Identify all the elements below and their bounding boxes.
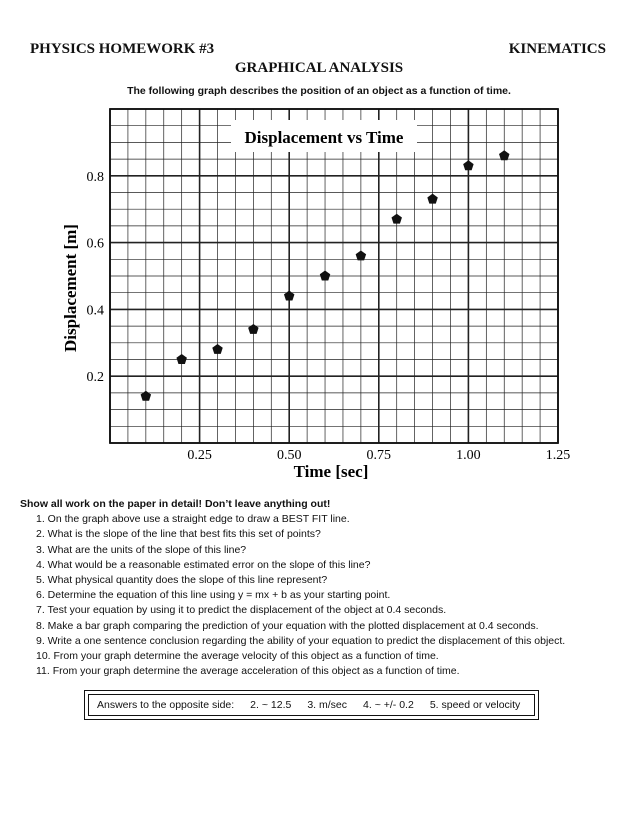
header-subtitle: The following graph describes the position of an object as a function of time. (127, 85, 511, 97)
data-point (284, 291, 294, 301)
header-left: PHYSICS HOMEWORK #3 (30, 41, 215, 57)
x-tick-label: 0.75 (366, 448, 392, 463)
answer-4: 4. ~ +/- 0.2 (363, 699, 414, 711)
header-center: GRAPHICAL ANALYSIS (234, 60, 404, 76)
question-item: 11. From your graph determine the average acceleration of this object as a function of time. (36, 665, 460, 678)
answer-3: 3. m/sec (307, 699, 348, 711)
data-point (427, 194, 437, 204)
grid-layer (110, 109, 558, 443)
answers-inner (88, 694, 535, 716)
y-tick-label: 0.6 (86, 236, 104, 252)
question-item: 3. What are the units of the slope of this line? (36, 543, 247, 556)
questions-list (20, 512, 565, 679)
answer-5: 5. speed or velocity (429, 699, 521, 711)
answer-2: 2. ~ 12.5 (250, 699, 292, 711)
data-point (356, 250, 366, 260)
questions-section (20, 497, 565, 679)
x-tick-label: 1.25 (545, 448, 571, 463)
answers-label: Answers to the opposite side: (97, 699, 235, 711)
question-item: 8. Make a bar graph comparing the prediction of your equation with the plotted displacement at 0.4 seconds. (36, 619, 539, 632)
x-axis-label: Time [sec] (293, 462, 369, 481)
y-axis-label: Displacement [m] (61, 224, 80, 352)
questions-lead: Show all work on the paper in detail! Don’t leave anything out! (20, 498, 331, 510)
answers-box (84, 690, 539, 720)
chart-title: Displacement vs Time (244, 128, 404, 147)
y-tick-label: 0.2 (86, 370, 104, 386)
x-tick-label: 0.50 (276, 448, 302, 463)
x-tick-label: 0.25 (187, 448, 212, 463)
data-point (176, 354, 186, 364)
question-item: 9. Write a one sentence conclusion regarding the ability of your equation to predict the displacement of this object. (36, 634, 566, 647)
question-item: 7. Test your equation by using it to predict the displacement of the object at 0.4 seconds. (36, 604, 447, 617)
data-point (499, 150, 509, 160)
question-item: 5. What physical quantity does the slope of this line represent? (36, 574, 328, 587)
y-tick-label: 0.4 (86, 303, 104, 319)
question-item: 6. Determine the equation of this line using y = mx + b as your starting point. (36, 589, 391, 602)
question-item: 2. What is the slope of the line that best fits this set of points? (36, 528, 321, 541)
data-point (320, 271, 330, 281)
y-tick-label: 0.8 (86, 169, 104, 185)
axes-layer (87, 170, 571, 463)
x-tick-label: 1.00 (456, 448, 481, 463)
question-item: 1. On the graph above use a straight edge to draw a BEST FIT line. (36, 513, 350, 526)
question-item: 10. From your graph determine the average velocity of this object as a function of time. (36, 650, 439, 663)
data-point (463, 160, 473, 170)
header-right: KINEMATICS (508, 41, 606, 57)
data-point (212, 344, 222, 354)
question-item: 4. What would be a reasonable estimated error on the slope of this line? (36, 558, 371, 571)
data-point (248, 324, 258, 334)
data-point (391, 214, 401, 224)
data-point (141, 391, 151, 401)
